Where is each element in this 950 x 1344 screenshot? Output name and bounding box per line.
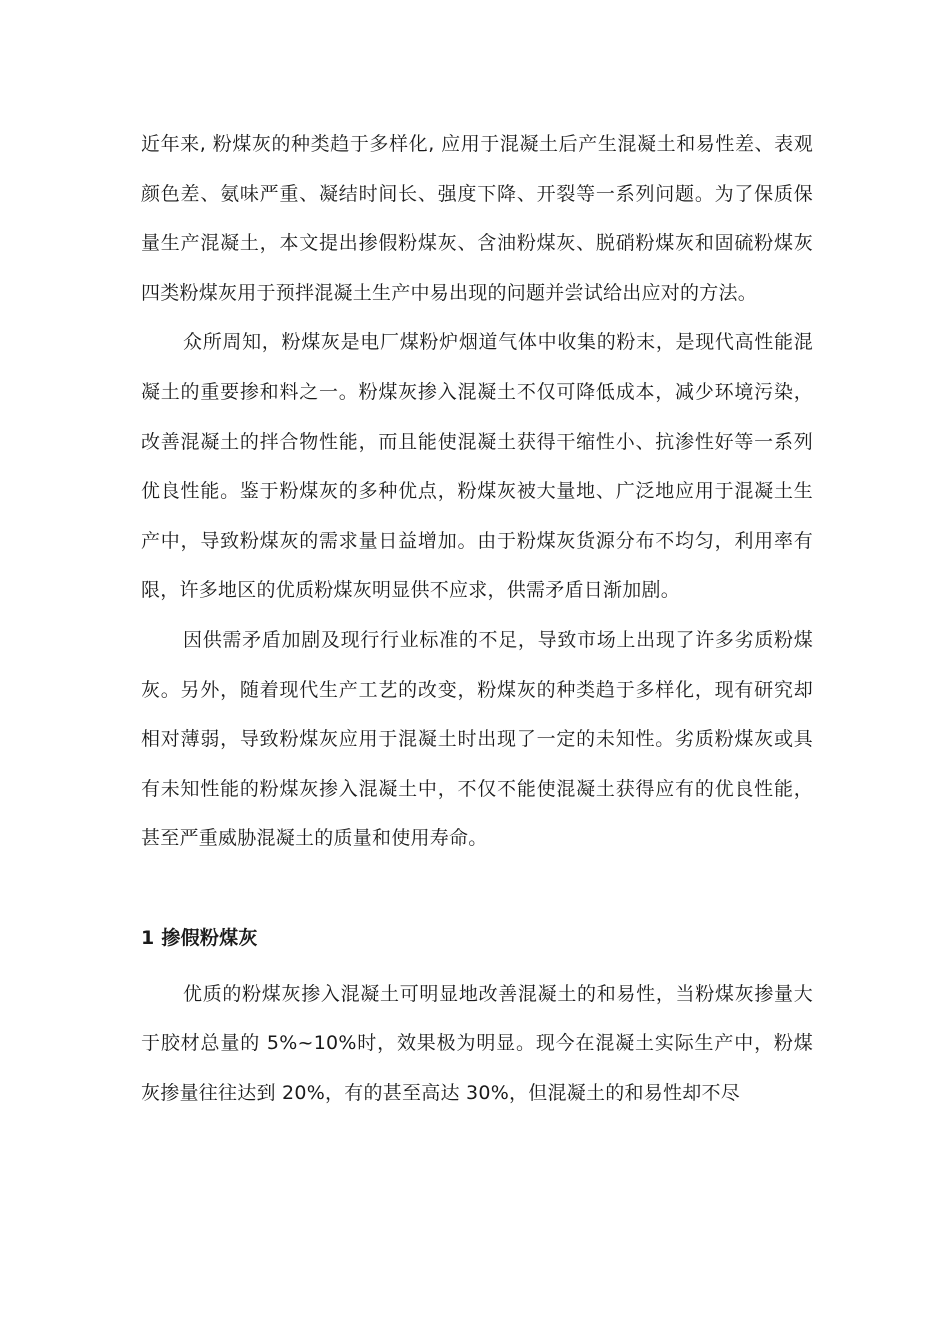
section-spacer xyxy=(141,864,813,914)
paragraph-intro-1: 近年来, 粉煤灰的种类趋于多样化, 应用于混凝土后产生混凝土和易性差、表观颜色差、氨味严重、凝结时间长、强度下降、开裂等一系列问题。为了保质保量生产混凝土，本文提出掺假粉煤灰、含油粉煤灰、脱硝粉煤灰和固硫粉煤灰四类粉煤灰用于预拌混凝土生产中易出现的问题并尝试给出应对的方法。 xyxy=(141,133,813,304)
document-body xyxy=(141,120,813,1118)
section-1-paragraph: 优质的粉煤灰掺入混凝土可明显地改善混凝土的和易性，当粉煤灰掺量大于胶材总量的 5%~10%时，效果极为明显。现今在混凝土实际生产中，粉煤灰掺量往往达到 20%，有的甚至高达 30%，但混凝土的和易性却不尽 xyxy=(141,982,813,1104)
paragraph-intro-2: 众所周知，粉煤灰是电厂煤粉炉烟道气体中收集的粉末，是现代高性能混凝土的重要掺和料之一。粉煤灰掺入混凝土不仅可降低成本，减少环境污染，改善混凝土的拌合物性能，而且能使混凝土获得干缩性小、抗渗性好等一系列优良性能。鉴于粉煤灰的多种优点，粉煤灰被大量地、广泛地应用于混凝土生产中，导致粉煤灰的需求量日益增加。由于粉煤灰货源分布不均匀，利用率有限，许多地区的优质粉煤灰明显供不应求，供需矛盾日渐加剧。 xyxy=(141,331,813,602)
section-heading-1: 1 掺假粉煤灰 xyxy=(141,926,258,949)
paragraph-intro-3: 因供需矛盾加剧及现行行业标准的不足，导致市场上出现了许多劣质粉煤灰。另外，随着现代生产工艺的改变，粉煤灰的种类趋于多样化，现有研究却相对薄弱，导致粉煤灰应用于混凝土时出现了一定的未知性。劣质粉煤灰或具有未知性能的粉煤灰掺入混凝土中，不仅不能使混凝土获得应有的优良性能，甚至严重威胁混凝土的质量和使用寿命。 xyxy=(141,628,813,850)
